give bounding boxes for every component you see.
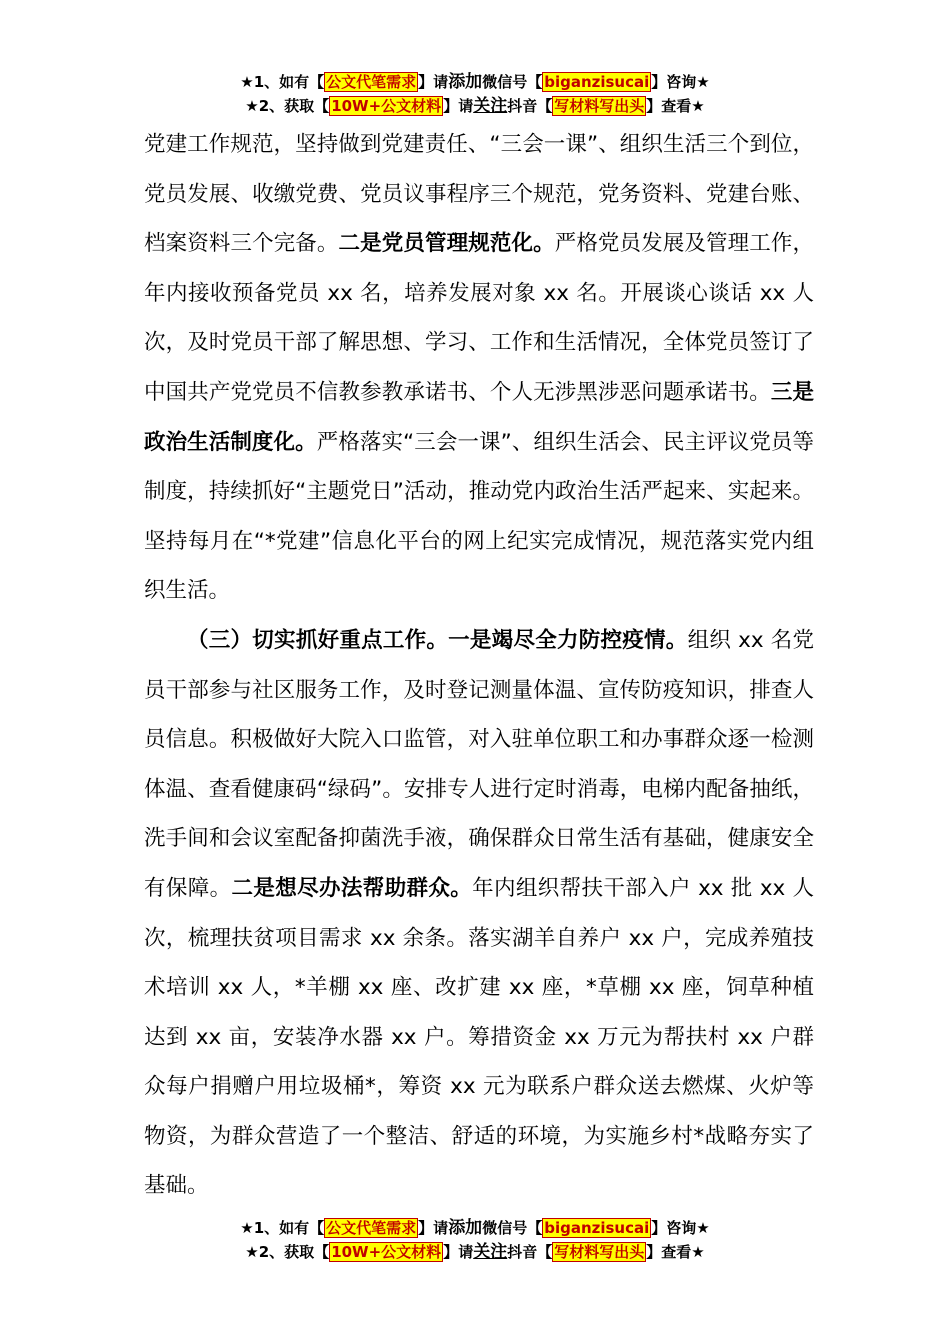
body-text: 年内组织帮扶干部入户 xx 批 xx 人次，梳理扶贫项目需求 xx 余条。落实湖羊自养户 xx 户，完成养殖技术培训 xx 人，*羊棚 xx 座、改扩建 xx 座，*草棚 xx 座，饲草种植达到 xx 亩，安装净水器 xx 户。筹措资金 xx 万元为帮扶村 xx 户群众每户捐赠户用垃圾桶*，筹资 xx 元为联系户群众送去燃煤、火炉等物资，为群众营造了一个整洁、舒适的环境，为实施乡村*战略夯实了基础。 — [144, 875, 814, 1199]
body-text: 党建工作规范，坚持做到党建责任、“三会一课”、组织生活三个到位，党员发展、收缴党费、党员议事程序三个规范，党务资料、党建台账、档案资料三个完备。 — [144, 132, 814, 257]
banner-text: 】查看★ — [646, 97, 705, 115]
banner-text: ★2、获取【 — [245, 97, 330, 115]
banner-text: 微信号【 — [482, 73, 543, 91]
banner-text: 】咨询★ — [651, 1219, 710, 1237]
highlight-douyin: 写材料写出头 — [554, 97, 645, 115]
banner-text: 抖音【 — [507, 97, 553, 115]
highlight-wechat-id: biganzisucai — [544, 73, 650, 91]
banner-text: 】请 — [418, 1219, 449, 1237]
banner-text: ★2、获取【 — [245, 1243, 330, 1261]
highlight-materials: 10W+公文材料 — [331, 1243, 442, 1261]
highlight-service: 公文代笔需求 — [326, 73, 417, 91]
banner-text: 】请 — [443, 97, 474, 115]
highlight-materials: 10W+公文材料 — [331, 97, 442, 115]
banner-text: 】查看★ — [646, 1243, 705, 1261]
bold-heading: 三是政治生活制度化。 — [144, 379, 814, 455]
banner-line-1 — [0, 1216, 950, 1240]
highlight-service: 公文代笔需求 — [326, 1219, 417, 1237]
banner-text: 】请 — [418, 73, 449, 91]
body-text: 严格落实“三会一课”、组织生活会、民主评议党员等制度，持续抓好“主题党日”活动，推动党内政治生活严起来、实起来。坚持每月在“*党建”信息化平台的网上纪实完成情况，规范落实党内组织生活。 — [144, 429, 814, 604]
bold-heading: 二是党员管理规范化。 — [338, 231, 555, 257]
section-heading: （三）切实抓好重点工作。一是竭尽全力防控疫情。 — [187, 627, 688, 653]
banner-text: 抖音【 — [507, 1243, 553, 1261]
banner-text: 微信号【 — [482, 1219, 543, 1237]
body-text: 严格党员发展及管理工作，年内接收预备党员 xx 名，培养发展对象 xx 名。开展谈心谈话 xx 人次，及时党员干部了解思想、学习、工作和生活情况，全体党员签订了中国共产党党员不信教参教承诺书、个人无涉黑涉恶问题承诺书。 — [144, 231, 814, 405]
highlight-douyin: 写材料写出头 — [554, 1243, 645, 1261]
banner-text: ★1、如有【 — [240, 1219, 325, 1237]
paragraph-key-work — [144, 616, 814, 1211]
banner-emphasis: 关注 — [473, 1242, 508, 1262]
banner-line-2 — [0, 94, 950, 118]
body-text: 组织 xx 名党员干部参与社区服务工作，及时登记测量体温、宣传防疫知识，排查人员信息。积极做好大院入口监管，对入驻单位职工和办事群众逐一检测体温、查看健康码“绿码”。安排专人进行定时消毒，电梯内配备抽纸，洗手间和会议室配备抑菌洗手液，确保群众日常生活有基础，健康安全有保障。 — [144, 627, 814, 901]
banner-emphasis: 添加 — [448, 72, 483, 92]
banner-text: ★1、如有【 — [240, 73, 325, 91]
banner-bottom — [0, 1216, 950, 1264]
banner-emphasis: 关注 — [473, 96, 508, 116]
banner-line-1 — [0, 70, 950, 94]
banner-text: 】请 — [443, 1243, 474, 1261]
document-body — [144, 120, 814, 1211]
bold-heading: 二是想尽办法帮助群众。 — [231, 875, 473, 901]
banner-emphasis: 添加 — [448, 1218, 483, 1238]
highlight-wechat-id: biganzisucai — [544, 1219, 650, 1237]
paragraph-party-building — [144, 120, 814, 616]
banner-line-2 — [0, 1240, 950, 1264]
banner-text: 】咨询★ — [651, 73, 710, 91]
banner-top — [0, 70, 950, 118]
